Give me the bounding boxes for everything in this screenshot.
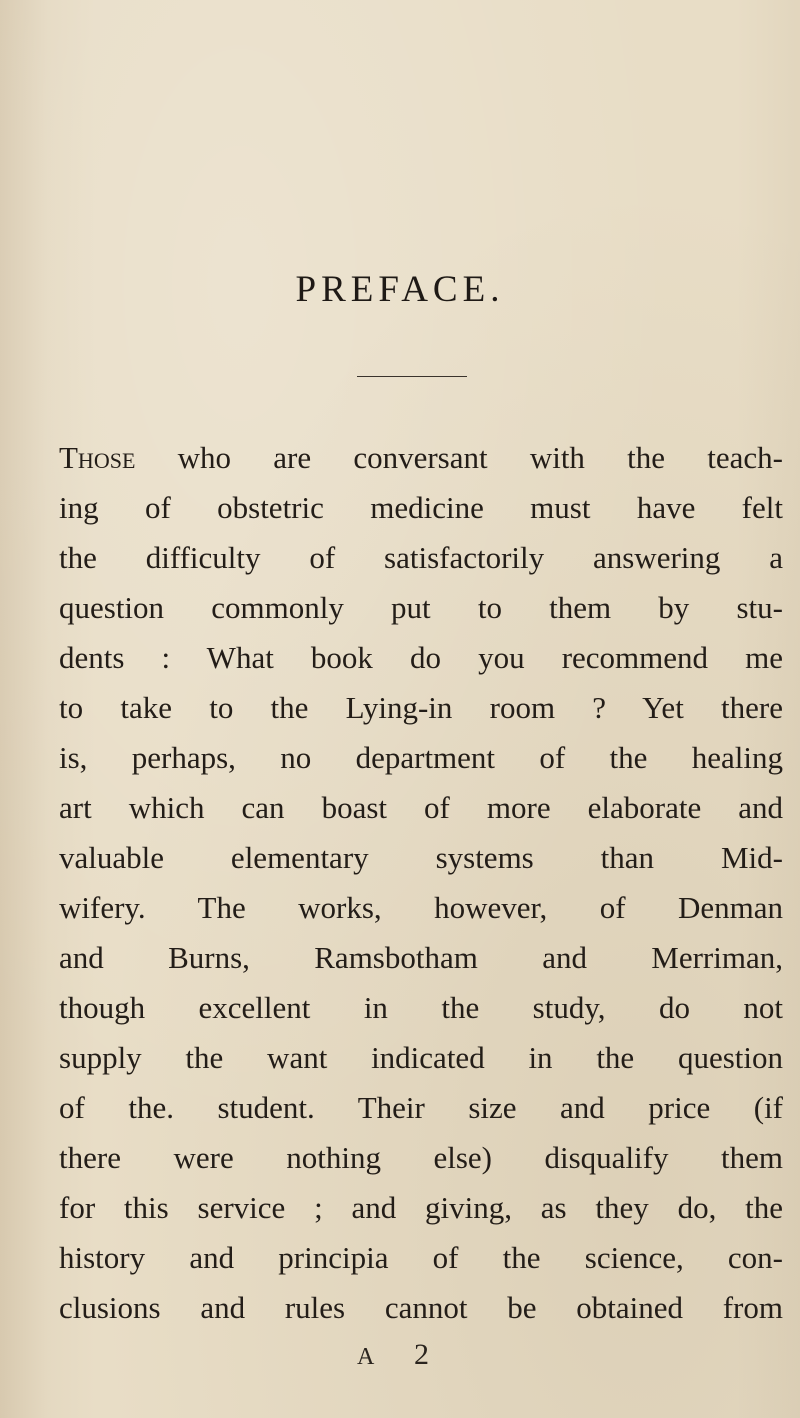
text-line: is, perhaps, no department of the healing: [59, 740, 783, 775]
text-line: there were nothing else) disqualify them: [59, 1140, 783, 1175]
text-line: art which can boast of more elaborate and: [59, 790, 783, 825]
text-line: ing of obstetric medicine must have felt: [59, 490, 783, 525]
text-line: and Burns, Ramsbotham and Merriman,: [59, 940, 783, 975]
title-divider: [357, 376, 467, 377]
text-line: supply the want indicated in the question: [59, 1040, 783, 1075]
text-line: [59, 433, 783, 483]
signature-number: 2: [414, 1338, 429, 1371]
text-line: wifery. The works, however, of Denman: [59, 890, 783, 925]
small-caps-opening-word: Those: [59, 440, 136, 475]
text-line: the difficulty of satisfactorily answering a: [59, 540, 783, 575]
text-line: question commonly put to them by stu-: [59, 590, 783, 625]
text-line: valuable elementary systems than Mid-: [59, 840, 783, 875]
text-line: to take to the Lying-in room ? Yet there: [59, 690, 783, 725]
page-title: PREFACE.: [295, 269, 505, 310]
signature-letter: A: [357, 1344, 375, 1370]
text-line: of the. student. Their size and price (if: [59, 1090, 783, 1125]
text-line: dents : What book do you recommend me: [59, 640, 783, 675]
text-line: clusions and rules cannot be obtained from: [59, 1290, 783, 1325]
text-line: history and principia of the science, con-: [59, 1240, 783, 1275]
text-line: for this service ; and giving, as they do, the: [59, 1190, 783, 1225]
text-line: though excellent in the study, do not: [59, 990, 783, 1025]
text-line-rest: who are conversant with the teach-: [135, 440, 783, 475]
preface-paragraph: [59, 433, 783, 1333]
